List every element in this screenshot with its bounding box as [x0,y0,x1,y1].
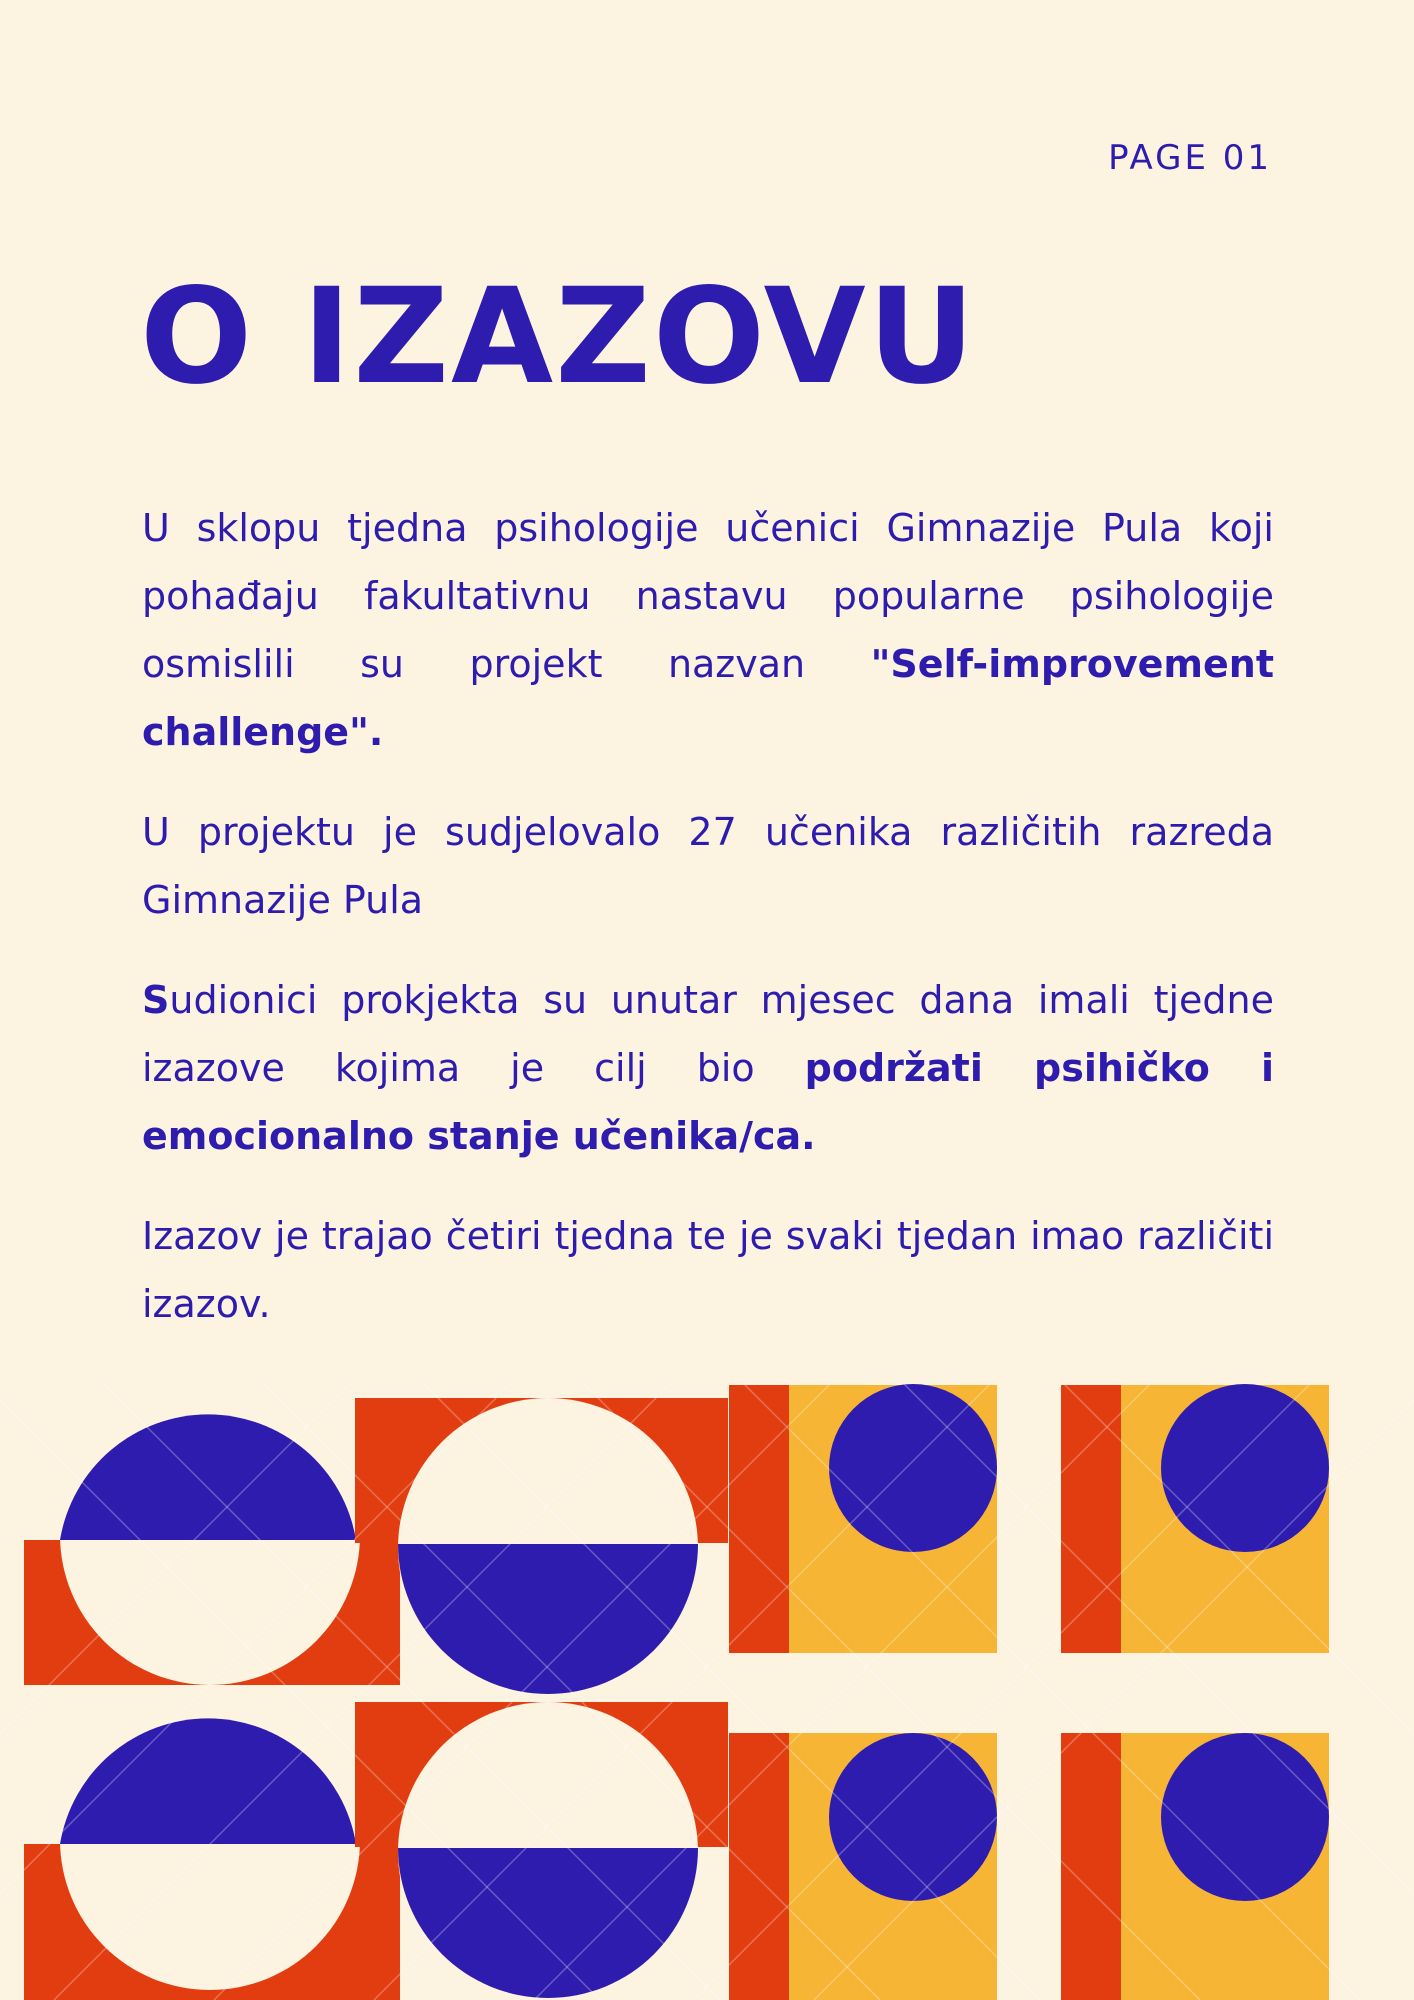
project-name: "Self-improvement challenge". [142,642,1274,754]
goal-emphasis: podržati psihičko i emocionalno stanje učenika/ca. [142,1046,1274,1158]
page-number: PAGE 01 [1108,138,1272,178]
paragraph-goal: Sudionici prokjekta su unutar mjesec dana imali tjedne izazove kojima je cilj bio podržati psihičko i emocionalno stanje učenika/ca. [142,978,1274,1158]
page-title: O IZAZOVU [140,260,977,414]
body-text [142,494,1274,1370]
pattern-row-2 [24,1690,1329,2000]
paragraph-duration: Izazov je trajao četiri tjedna te je svaki tjedan imao različiti izazov. [142,1214,1274,1326]
paragraph-intro: U sklopu tjedna psihologije učenici Gimnazije Pula koji pohađaju fakultativnu nastavu popularne psihologije osmislili su projekt nazvan "Self-improvement challenge". [142,506,1274,754]
geometric-decoration [0,1380,1414,2000]
pattern-row-1 [24,1384,1329,1698]
paragraph-participants: U projektu je sudjelovalo 27 učenika različitih razreda Gimnazije Pula [142,810,1274,922]
